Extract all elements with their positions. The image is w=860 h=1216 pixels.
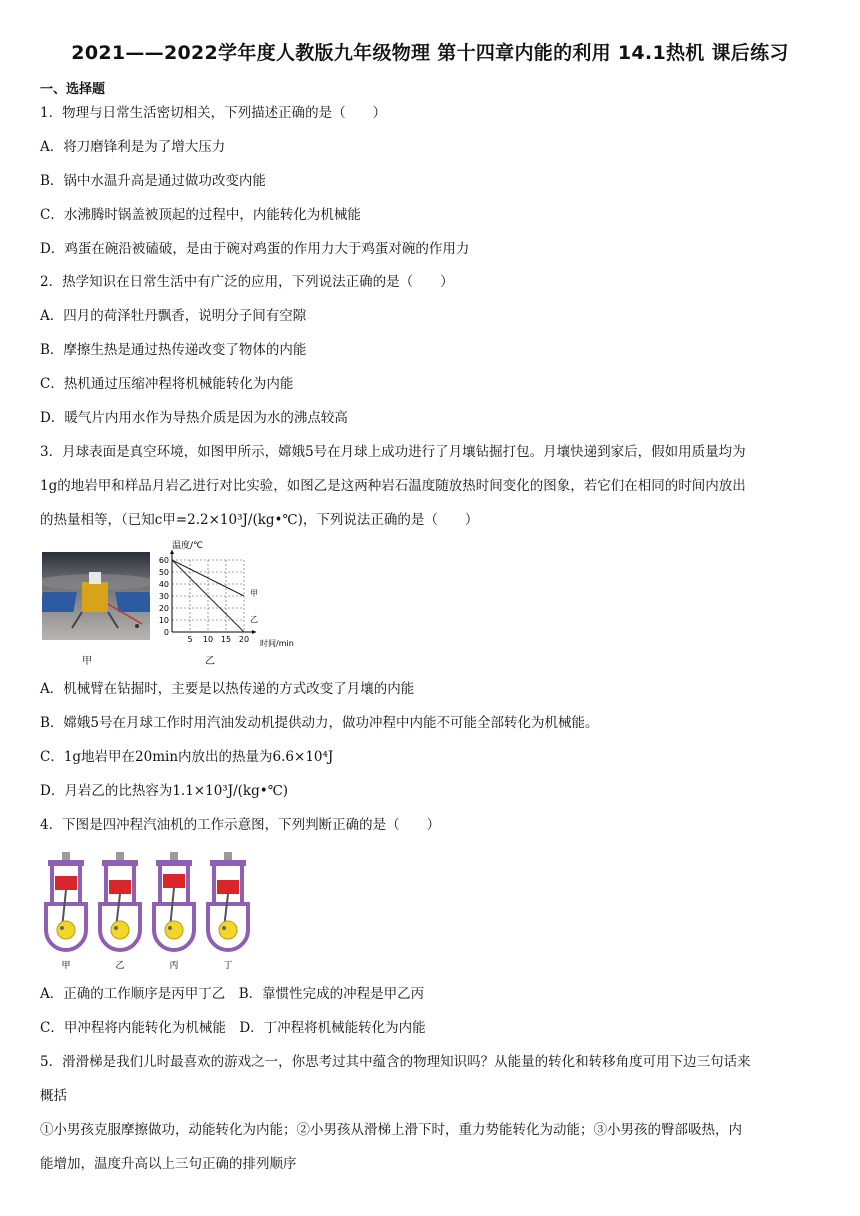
q3-stem-line1: 3．月球表面是真空环境，如图甲所示，嫦娥5号在月球上成功进行了月壤钻掘打包。月壤快递到家后，假如用质量均为: [40, 444, 746, 460]
q5-stem-line1: 5．滑滑梯是我们儿时最喜欢的游戏之一，你思考过其中蕴含的物理知识吗？从能量的转化和转移角度可用下边三句话来: [40, 1054, 751, 1070]
series-label: 甲: [250, 589, 258, 598]
q4-options-cd: C．甲冲程将内能转化为机械能 D．丁冲程将机械能转化为内能: [40, 1020, 426, 1036]
y-tick-label: 40: [158, 580, 169, 589]
q1-option-d: D．鸡蛋在碗沿被磕破，是由于碗对鸡蛋的作用力大于鸡蛋对碗的作用力: [40, 241, 470, 257]
cylinder-wall: [50, 864, 54, 904]
q2-option-d: D．暖气片内用水作为导热介质是因为水的沸点较高: [40, 410, 348, 426]
y-tick-label: 0: [163, 628, 169, 637]
y-tick-label: 20: [158, 604, 169, 613]
crank-wheel: [57, 921, 75, 939]
cylinder-wall: [78, 864, 82, 904]
y-tick-label: 30: [158, 592, 169, 601]
x-tick-label: 20: [238, 635, 250, 644]
q3-option-a: A．机械臂在钻掘时，主要是以热传递的方式改变了月壤的内能: [40, 681, 415, 697]
q1-stem: 1．物理与日常生活密切相关，下列描述正确的是（ ）: [40, 105, 387, 121]
x-tick-label: 10: [202, 635, 214, 644]
q2-option-a: A．四月的荷泽牡丹飘香，说明分子间有空隙: [40, 308, 307, 324]
engine-diagrams: [40, 850, 270, 975]
series-label: 乙: [250, 615, 258, 624]
crank-wheel: [165, 921, 183, 939]
q3-option-d: D．月岩乙的比热容为1.1×10³J/(kg•℃): [40, 783, 289, 799]
chart-axes: [170, 550, 256, 634]
y-tick-label: 10: [158, 616, 169, 625]
cylinder-wall: [186, 864, 190, 904]
q3-option-c: C．1g地岩甲在20min内放出的热量为6.6×10⁴J: [40, 749, 334, 765]
q4-options-ab: A．正确的工作顺序是丙甲丁乙 B．靠惯性完成的冲程是甲乙丙: [40, 986, 425, 1002]
cylinder-wall: [132, 864, 136, 904]
engine-stroke-diagram: [100, 852, 140, 971]
engine-label: 甲: [61, 961, 71, 971]
section-heading: 一、选择题: [40, 82, 106, 97]
q1-option-a: A．将刀磨锋利是为了增大压力: [40, 139, 226, 155]
y-axis-label: 温度/℃: [172, 541, 204, 551]
x-axis-label: 时间/min: [260, 639, 294, 648]
cylinder-wall: [104, 864, 108, 904]
engine-label: 丁: [223, 961, 233, 971]
engine-stroke-diagram: [154, 852, 194, 971]
q2-stem: 2．热学知识在日常生活中有广泛的应用，下列说法正确的是（ ）: [40, 274, 454, 290]
piston: [109, 880, 131, 894]
cylinder-wall: [212, 864, 216, 904]
crank-wheel: [111, 921, 129, 939]
q3-option-b: B．嫦娥5号在月球工作时用汽油发动机提供动力，做功冲程中内能不可能全部转化为机械能。: [40, 715, 599, 731]
cylinder-wall: [158, 864, 162, 904]
crank-pin: [114, 926, 118, 930]
x-tick-label: 5: [187, 635, 193, 644]
crank-pin: [168, 926, 172, 930]
lunar-lander-photo: [42, 552, 150, 640]
q3-stem-line2: 1g的地岩甲和样品月岩乙进行对比实验，如图乙是这两种岩石温度随放热时间变化的图象，若它们在相同的时间内放出: [40, 478, 746, 494]
figure-label-b: 乙: [205, 656, 215, 667]
q4-stem: 4．下图是四冲程汽油机的工作示意图，下列判断正确的是（ ）: [40, 817, 441, 833]
engine-stroke-diagram: [208, 852, 248, 971]
q5-stem-line4: 能增加，温度升高以上三句正确的排列顺序: [40, 1156, 297, 1172]
piston: [163, 874, 185, 888]
figure-label-a: 甲: [82, 656, 92, 667]
temperature-chart: [152, 538, 297, 650]
q3-stem-line3: 的热量相等，（已知c甲=2.2×10³J/(kg•℃)，下列说法正确的是（ ）: [40, 512, 479, 528]
piston: [217, 880, 239, 894]
engine-label: 丙: [169, 961, 179, 971]
q5-stem-line2: 概括: [40, 1088, 67, 1104]
engine-strokes-figure: [40, 850, 270, 975]
crank-wheel: [219, 921, 237, 939]
crank-pin: [222, 926, 226, 930]
q2-option-b: B．摩擦生热是通过热传递改变了物体的内能: [40, 342, 307, 358]
crank-pin: [60, 926, 64, 930]
engine-stroke-diagram: [46, 852, 86, 971]
q2-option-c: C．热机通过压缩冲程将机械能转化为内能: [40, 376, 294, 392]
y-tick-label: 50: [158, 568, 169, 577]
x-axis-arrow: [252, 630, 256, 634]
engine-label: 乙: [115, 961, 125, 971]
cylinder-wall: [240, 864, 244, 904]
x-tick-label: 15: [220, 635, 232, 644]
q1-option-c: C．水沸腾时锅盖被顶起的过程中，内能转化为机械能: [40, 207, 361, 223]
y-tick-label: 60: [158, 556, 169, 565]
q5-stem-line3: ①小男孩克服摩擦做功，动能转化为内能；②小男孩从滑梯上滑下时，重力势能转化为动能；③小男孩的臀部吸热，内: [40, 1122, 742, 1138]
q1-option-b: B．锅中水温升高是通过做功改变内能: [40, 173, 266, 189]
piston: [55, 876, 77, 890]
page-title: 2021——2022学年度人教版九年级物理 第十四章内能的利用 14.1热机 课后练习: [71, 42, 789, 64]
